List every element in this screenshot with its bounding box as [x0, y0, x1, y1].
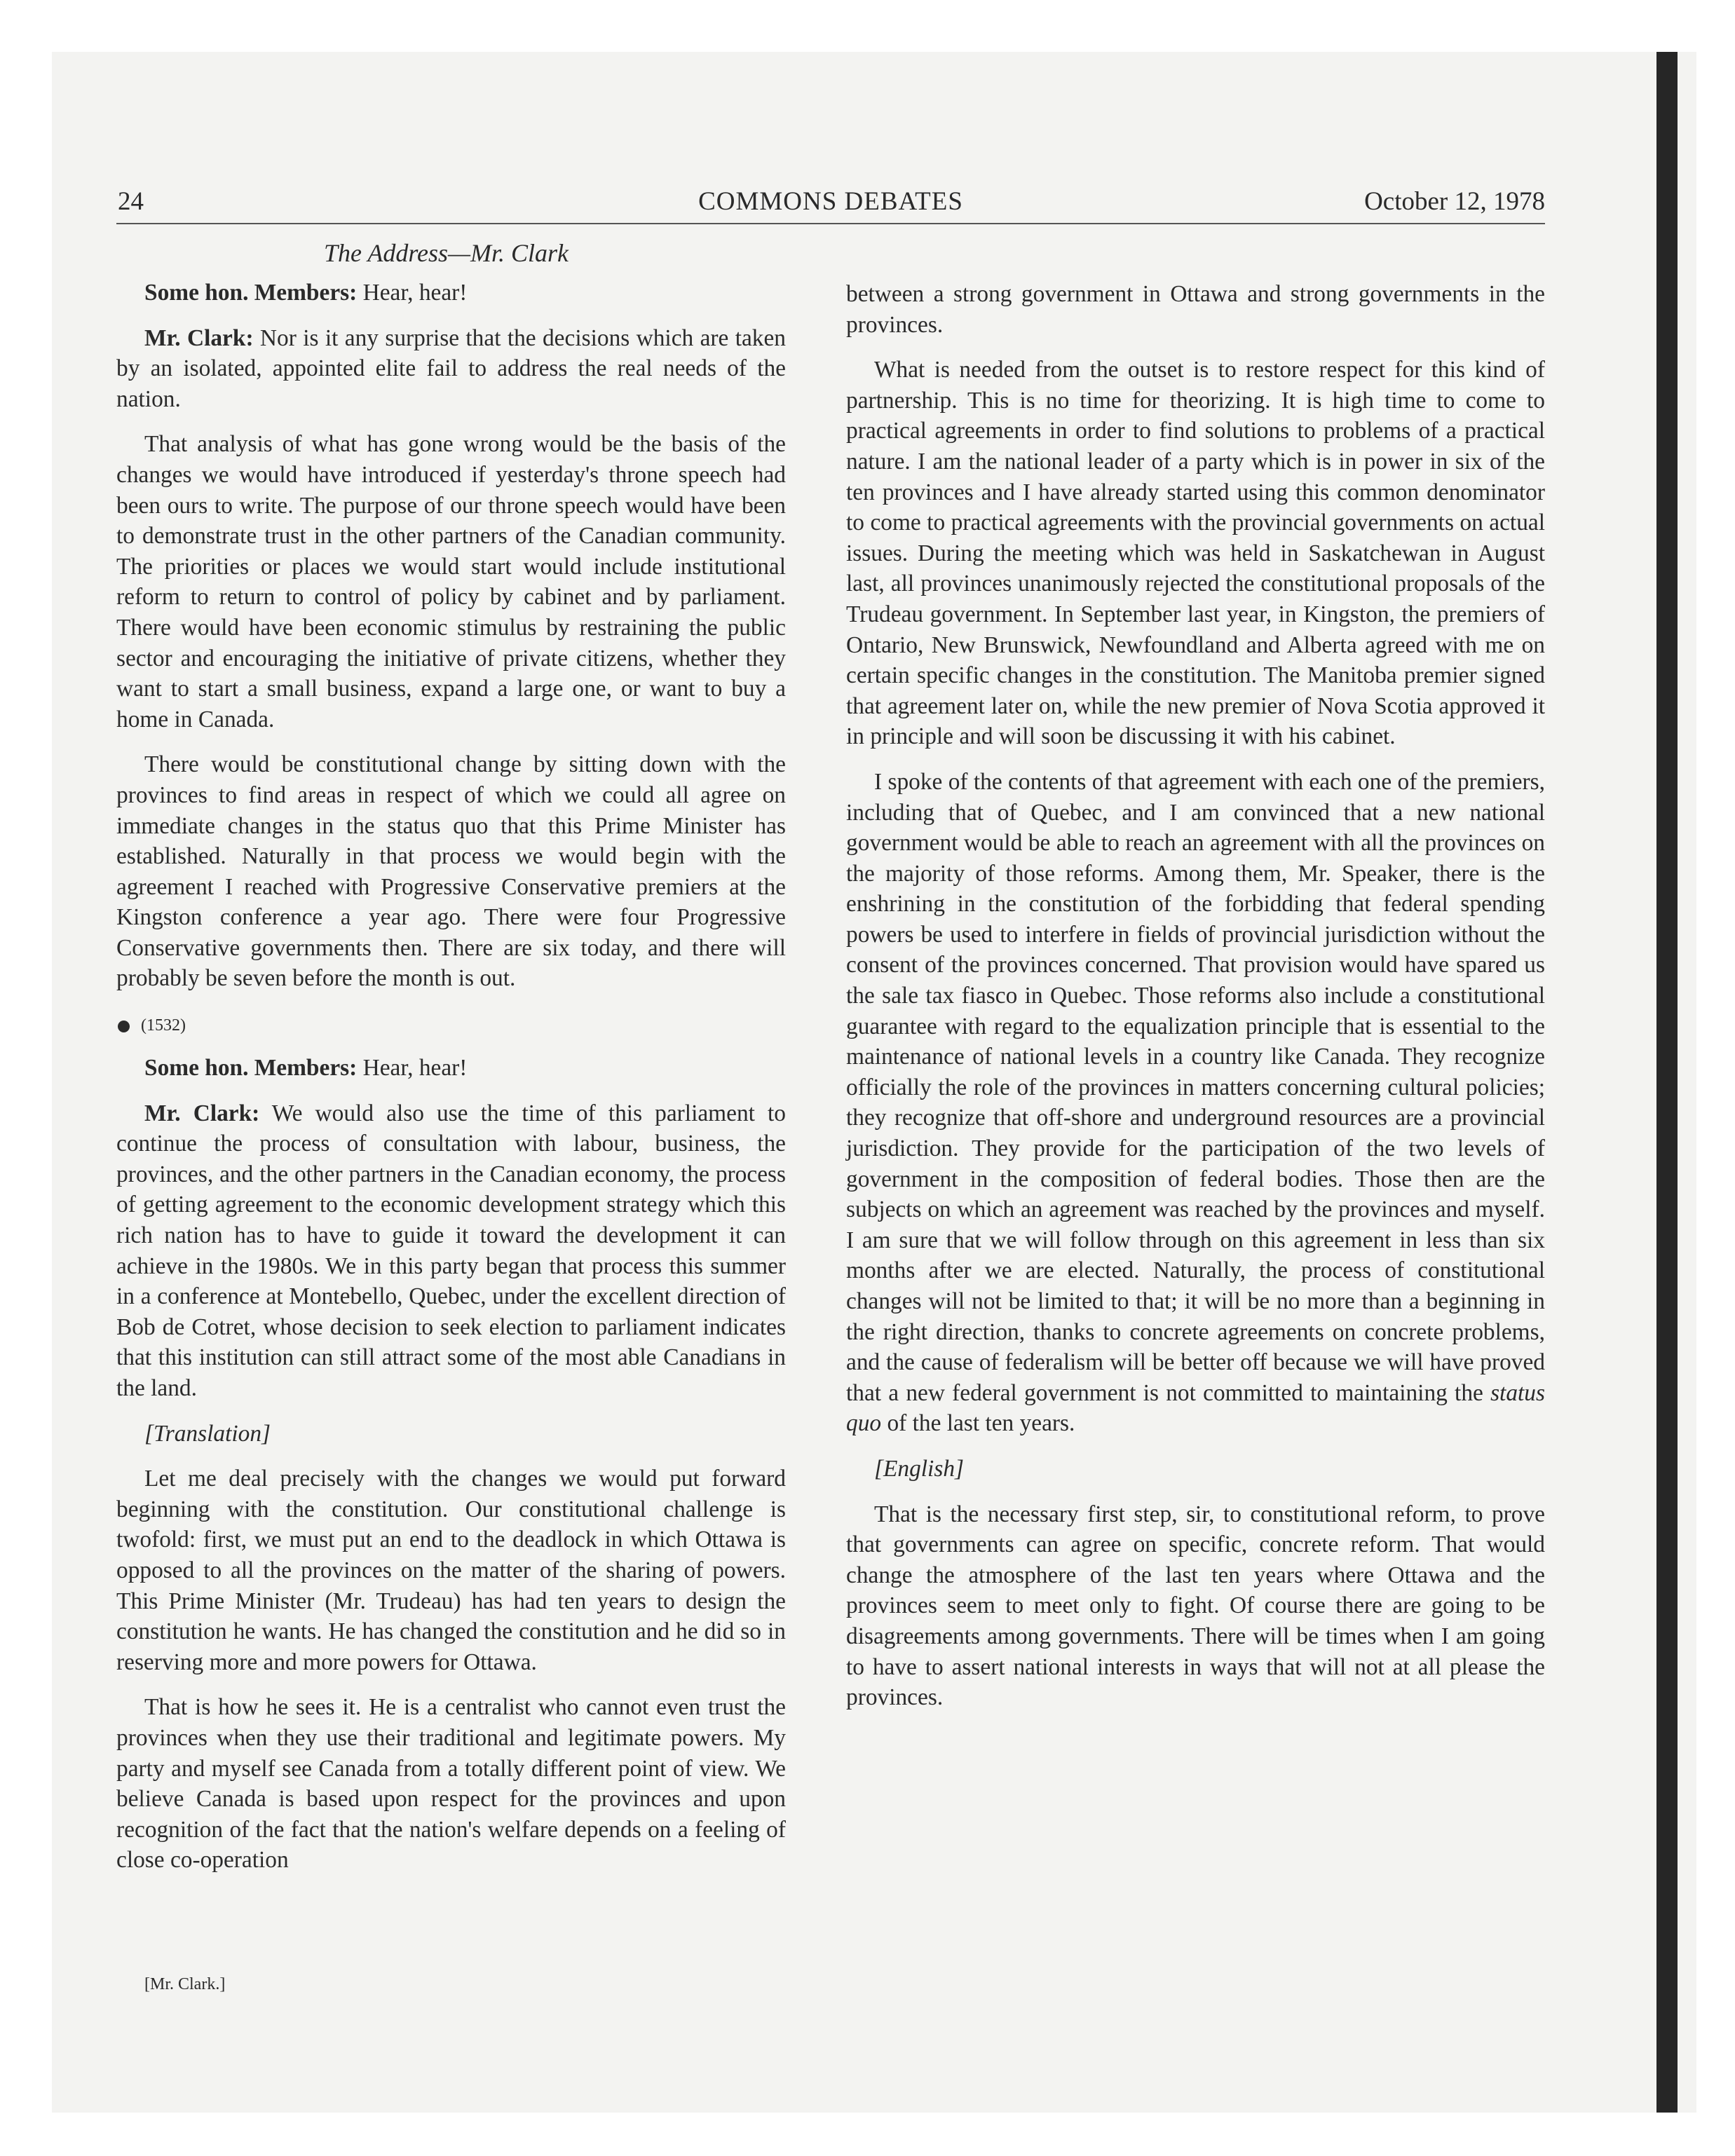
- paragraph: [116, 1098, 786, 1404]
- speech-text: Hear, hear!: [357, 1055, 468, 1082]
- page-number: 24: [118, 187, 144, 216]
- speech-text: We would also use the time of this parliament to continue the process of consultation with labour, business, the provinces, and the other partners in the Canadian economy, the process of getting agreement to the economic development strategy which this rich nation has to have to guide it toward the development it can achieve in the 1980s. We in this party began that process this summer in a conference at Montebello, Quebec, under the excellent direction of Bob de Cotret, whose decision to seek election to parliament indicates that this institution can still attract some of the most able Canadians in the land.: [116, 1100, 786, 1401]
- paragraph: That analysis of what has gone wrong would be the basis of the changes we would have introduced if yesterday's throne speech had been ours to write. The purpose of our throne speech would have been to demonstrate trust in the other partners of the Canadian community. The priorities or places we would start would include institutional reform to return to control of policy by cabinet and by parliament. There would have been economic stimulus by restraining the public sector and encouraging the initiative of private citizens, whether they want to start a small business, expand a large one, or want to buy a home in Canada.: [116, 431, 786, 732]
- language-tag: [English]: [874, 1455, 965, 1482]
- speaker-name: Mr. Clark:: [144, 1100, 260, 1126]
- paragraph: [116, 323, 786, 415]
- speaker-name: Some hon. Members:: [144, 1055, 358, 1082]
- time-marker-text: (1532): [141, 1016, 186, 1035]
- time-marker: [116, 1015, 786, 1036]
- speech-text: Nor is it any surprise that the decisions which are taken by an isolated, appointed elite fail to address the real needs of the nation.: [116, 325, 786, 412]
- paragraph: [116, 278, 786, 308]
- paragraph: between a strong government in Ottawa and strong governments in the provinces.: [846, 281, 1545, 338]
- paragraph: [116, 1053, 786, 1084]
- paragraph: That is the necessary first step, sir, to constitutional reform, to prove that governments can agree on specific, concrete reform. That would change the atmosphere of the last ten years where Ottawa and the provinces seem to meet only to fight. Of course there are going to be disagreements among governments. There will be times when I am going to have to assert national interests in ways that will not at all please the provinces.: [846, 1501, 1545, 1711]
- speaker-name: Some hon. Members:: [144, 280, 358, 306]
- speech-text: Hear, hear!: [357, 280, 468, 306]
- paragraph: Let me deal precisely with the changes we would put forward beginning with the constitution. Our constitutional challenge is twofold: first, we must put an end to the deadlock in which Ottawa is opposed to all the provinces on the matter of the sharing of powers. This Prime Minister (Mr. Trudeau) has had ten years to design the constitution he wants. He has changed the constitution and he did so in reserving more and more powers for Ottawa.: [116, 1466, 786, 1675]
- left-column: [116, 278, 786, 1890]
- paragraph: There would be constitutional change by sitting down with the provinces to find areas in respect of which we could all agree on immediate changes in the status quo that this Prime Minister has established. Naturally in that process we would begin with the agreement I reached with Progressive Conservative premiers at the Kingston conference a year ago. There were four Progressive Conservative governments then. There are six today, and there will probably be seven before the month is out.: [116, 751, 786, 992]
- binding-edge: [1656, 52, 1678, 2113]
- language-tag: [Translation]: [144, 1420, 271, 1447]
- speaker-name: Mr. Clark:: [144, 325, 254, 351]
- page-header: [116, 181, 1545, 224]
- italic-term: status quo: [846, 1379, 1545, 1437]
- paragraph: That is how he sees it. He is a centralist who cannot even trust the provinces when they use their traditional and legitimate powers. My party and myself see Canada from a totally different point of view. We believe Canada is based upon respect for the provinces and upon recognition of the fact that the nation's welfare depends on a feeling of close co-operation: [116, 1694, 786, 1874]
- bullet-icon: [118, 1021, 130, 1032]
- publication-title: COMMONS DEBATES: [698, 187, 963, 216]
- speech-text: of the last ten years.: [881, 1410, 1075, 1437]
- paragraph: What is needed from the outset is to restore respect for this kind of partnership. This is no time for theorizing. It is high time to come to practical agreements in order to find solutions to problems of a practical nature. I am the national leader of a party which is in power in six of the ten provinces and I have already started using this common denominator to come to practical agreements with the provincial governments on actual issues. During the meeting which was held in Saskatchewan in August last, all provinces unanimously rejected the constitutional proposals of the Trudeau government. In September last year, in Kingston, the premiers of Ontario, New Brunswick, Newfoundland and Alberta agreed with me on certain specific changes in the constitution. The Manitoba premier signed that agreement later on, while the new premier of Nova Scotia approved it in principle and will soon be discussing it with his cabinet.: [846, 357, 1545, 750]
- running-subhead: The Address—Mr. Clark: [324, 239, 569, 267]
- speaker-footer: [Mr. Clark.]: [144, 1975, 226, 1993]
- right-column: [846, 279, 1545, 1728]
- publication-date: October 12, 1978: [1364, 187, 1545, 216]
- speech-text: I spoke of the contents of that agreement with each one of the premiers, including that of Quebec, and I am convinced that a new national government would be able to reach an agreement with all the provinces on the majority of those reforms. Among them, Mr. Speaker, there is the enshrining in the constitution of the forbidding that federal spending powers be used to interfere in fields of provincial jurisdiction without the consent of the provinces concerned. That provision would have spared us the sale tax fiasco in Quebec. Those reforms also include a constitutional guarantee with regard to the equalization principle that is essential to the maintenance of national levels in a country like Canada. They recognize officially the role of the provinces in matters concerning cultural policies; they recognize that off-shore and underground resources are a provincial jurisdiction. They provide for the participation of the two levels of government in the composition of federal bodies. Those then are the subjects on which an agreement was reached by the provinces and myself. I am sure that we will follow through on this agreement in less than six months after we are elected. Naturally, the process of constitutional changes will not be limited to that; it will be no more than a beginning in the right direction, thanks to concrete agreements on concrete problems, and the cause of federalism will be better off because we will have proved that a new federal government is not committed to maintaining the: [846, 768, 1545, 1406]
- paragraph: [846, 767, 1545, 1439]
